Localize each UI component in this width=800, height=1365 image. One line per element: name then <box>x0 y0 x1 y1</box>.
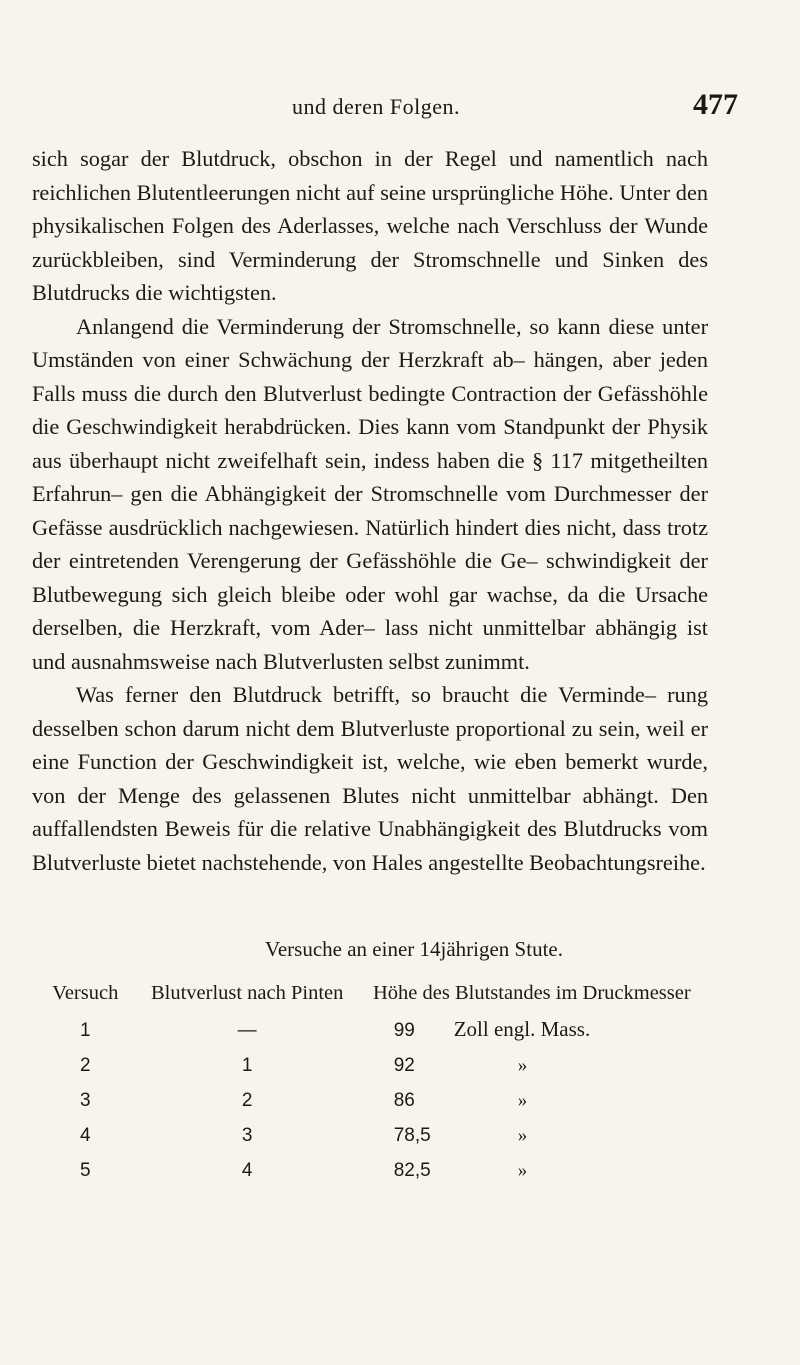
hoehe-value: 86 <box>393 1090 415 1111</box>
running-head: und deren Folgen. <box>292 94 460 119</box>
cell-hoehe <box>354 1048 710 1083</box>
cell-versuch: 1 <box>80 1019 91 1041</box>
observation-table <box>30 981 710 1188</box>
cell-hoehe <box>354 1118 710 1153</box>
cell-hoehe <box>354 1083 710 1118</box>
hoehe-value: 99 <box>393 1020 415 1041</box>
ditto-mark: » <box>517 1090 528 1111</box>
page-header <box>0 88 800 132</box>
table-row <box>30 1153 710 1188</box>
hoehe-value: 82,5 <box>393 1160 431 1181</box>
page-number: 477 <box>693 88 738 121</box>
hoehe-value: 92 <box>393 1055 415 1076</box>
unit-label: Zoll engl. Mass. <box>453 1017 591 1041</box>
table-row <box>30 1083 710 1118</box>
cell-versuch: 4 <box>80 1125 91 1146</box>
cell-versuch: 3 <box>80 1090 91 1111</box>
cell-versuch: 5 <box>80 1160 91 1181</box>
ditto-mark: » <box>517 1055 528 1076</box>
cell-blutverlust: 3 <box>241 1125 253 1146</box>
hoehe-value: 78,5 <box>393 1125 431 1146</box>
column-header-blutverlust: Blutverlust nach Pinten <box>150 982 344 1004</box>
table-row <box>30 1048 710 1083</box>
table-row <box>30 1118 710 1153</box>
cell-blutverlust: 2 <box>241 1090 253 1111</box>
cell-blutverlust: 4 <box>241 1160 253 1181</box>
body-text <box>32 142 708 879</box>
paragraph: Anlangend die Verminderung der Stromschnelle, so kann diese unter Umständen von einer Schwächung der Herzkraft ab– hängen, aber jeden Falls muss die durch den Blutverlust bedingte Contraction der Gefässhöhle die Geschwindigkeit herabdrücken. Dies kann vom Standpunkt der Physik aus überhaupt nicht zweifelhaft sein, indess haben die § 117 mitgetheilten Erfahrun– gen die Abhängigkeit der Stromschnelle vom Durchmesser der Gefässe ausdrücklich nachgewiesen. Natürlich hindert dies nicht, dass trotz der eintretenden Verengerung der Gefässhöhle die Ge– schwindigkeit der Blutbewegung sich gleich bleibe oder wohl gar wachse, da die Ursache derselben, die Herzkraft, vom Ader– lass nicht unmittelbar abhängig ist und ausnahmsweise nach Blutverlusten selbst zunimmt. <box>32 313 708 674</box>
table-title: Versuche an einer 14jährigen Stute. <box>265 937 563 961</box>
cell-blutverlust: 1 <box>241 1055 253 1076</box>
table-header-row <box>30 981 710 1012</box>
column-header-hoehe: Höhe des Blutstandes im Druckmesser <box>373 982 691 1004</box>
column-header-versuch: Versuch <box>52 982 119 1004</box>
cell-blutverlust: — <box>237 1019 257 1041</box>
cell-versuch: 2 <box>80 1055 91 1076</box>
ditto-mark: » <box>517 1160 528 1181</box>
paragraph: Was ferner den Blutdruck betrifft, so braucht die Verminde– rung desselben schon darum nicht dem Blutverluste proportional zu sein, weil er eine Function der Geschwindigkeit ist, welche, wie eben bemerkt wurde, von der Menge des gelassenen Blutes nicht unmittelbar abhängt. Den auffallendsten Beweis für die relative Unabhängigkeit des Blutdrucks vom Blutverluste bietet nachstehende, von Hales angestellte Beobachtungsreihe. <box>32 682 708 875</box>
ditto-mark: » <box>517 1125 528 1146</box>
cell-hoehe <box>354 1153 710 1188</box>
table-row <box>30 1012 710 1048</box>
paragraph: sich sogar der Blutdruck, obschon in der Regel und namentlich nach reichlichen Blutentleerungen nicht auf seine ursprüngliche Höhe. Unter den physikalischen Folgen des Aderlasses, welche nach Verschluss der Wunde zurückbleiben, sind Verminderung der Stromschnelle und Sinken des Blutdrucks die wichtigsten. <box>32 146 708 305</box>
cell-hoehe <box>354 1012 710 1048</box>
